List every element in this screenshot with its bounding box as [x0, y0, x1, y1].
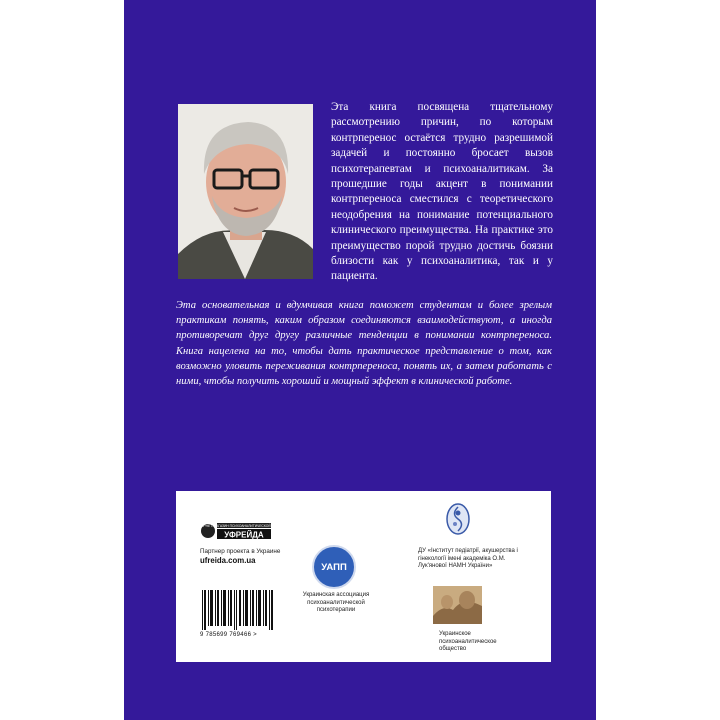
uapp-caption: Украинская ассоциация психоаналитической психотерапии [302, 592, 370, 613]
author-photo [178, 104, 313, 279]
ufreida-logo-icon [194, 521, 294, 541]
uapp-logo-icon: УАПП [312, 545, 356, 589]
society-caption: Украинское психоаналитическое общество [439, 631, 497, 652]
book-back-cover [124, 0, 596, 720]
ufreida-logo-top: ИНТЕРНЕТ-МАГАЗИН ПСИХОАНАЛИТИЧЕСКОЙ ЛИТЕРАТУРЫ [194, 524, 294, 528]
partner-site: ufreida.com.ua [200, 556, 256, 565]
barcode-icon [200, 590, 276, 630]
author-photo-drawing [178, 104, 313, 279]
ufreida-logo-name: УФРЕЙДА [224, 530, 264, 540]
institute-emblem-icon [445, 502, 471, 536]
description-main: Эта книга посвящена тщательному рассмотрению причин, по которым контрперенос остаётся трудно разрешимой задачей и постоянно бросает вызов психотерапевтам и психоаналитикам. За прошедшие годы акцент в понимании контрпереноса сместился с теоретического неодобрения на понимание потенциального клинического преимущества. На практике это преимущество порой трудно достичь боязни близости как у психоаналитика, так и у пациента. [331, 101, 553, 283]
society-image [433, 586, 482, 624]
description-italic: Эта основательная и вдумчивая книга поможет студентам и более зрелым практикам понять, каким образом соединяются взаимодействуют, а иногда противоречат друг другу различные тенденции в понимании контрпереноса. Книга нацелена на то, чтобы дать практическое представление о том, как возможно уловить переживания контрпереноса, понять их, а затем работать с ними, чтобы получить хороший и мощный эффект в клинической работе. [176, 300, 552, 388]
barcode-number: 9 785699 769466 > [200, 632, 257, 638]
institute-caption: ДУ «Інститут педіатрії, акушерства і гінекології імені академіка О.М. Лук'янової НАМН України» [418, 548, 518, 569]
partner-label: Партнер проекта в Украине [200, 548, 281, 555]
partners-panel [176, 491, 551, 662]
